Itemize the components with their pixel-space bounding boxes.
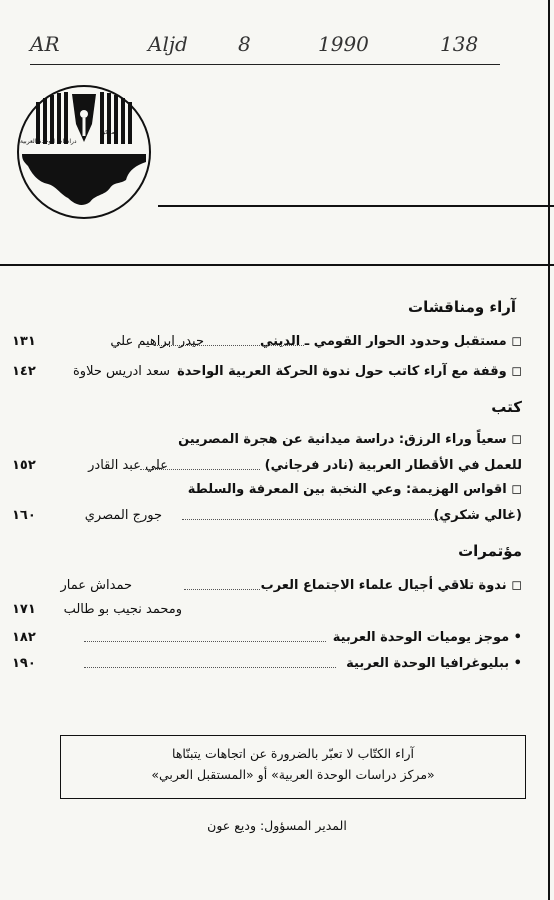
entry-author: سعد ادريس حلاوة <box>72 364 170 379</box>
entry-title: ◻ ندوة تلاقي أجيال علماء الاجتماع العرب <box>260 578 522 593</box>
entry-title: ◻ اقواس الهزيمة: وعي النخبة بين المعرفة والسلطة <box>187 482 522 497</box>
entry-author-second: ومحمد نجيب بو طالب <box>63 602 182 617</box>
center-logo <box>16 84 152 220</box>
entry-title: • ببليوغرافيا الوحدة العربية <box>346 656 522 671</box>
toc-entry[interactable] <box>12 334 522 354</box>
handwritten-note <box>30 30 500 65</box>
disclaimer-box <box>60 735 526 799</box>
rule-middle <box>0 264 554 266</box>
entry-title: ◻ وقفة مع آراء كاتب حول ندوة الحركة العربية الواحدة <box>177 364 522 379</box>
entry-title: • موجز يوميات الوحدة العربية <box>332 630 522 645</box>
entry-title-continued: (غالي شكري) <box>433 508 522 523</box>
handwritten-journal: Aljd <box>148 32 188 56</box>
leader-dots <box>184 589 260 590</box>
entry-author: حيدر ابراهيم علي <box>110 334 204 349</box>
leader-dots <box>182 519 442 520</box>
section-title-opinions: آراء ومناقشات <box>408 298 516 316</box>
toc-entry[interactable] <box>12 578 522 598</box>
logo-text-top: مركز <box>102 129 115 136</box>
rule-top <box>158 205 554 207</box>
entry-page: ١٤٢ <box>12 364 36 379</box>
toc-entry-continued <box>12 602 522 622</box>
entry-title: ◻ مستقبل وحدود الحوار القومي ـ الديني <box>260 334 522 349</box>
page-edge <box>548 0 550 900</box>
leader-dots <box>84 667 336 668</box>
toc-entry[interactable] <box>12 656 522 676</box>
entry-page: ١٧١ <box>12 602 36 617</box>
managing-director: المدير المسؤول: وديع عون <box>207 818 347 833</box>
entry-author: علي عبد القادر <box>88 458 168 473</box>
section-title-books: كتب <box>491 398 522 416</box>
entry-page: ١٨٢ <box>12 630 36 645</box>
handwritten-issue: 8 <box>238 32 251 56</box>
entry-title-continued: للعمل في الأقطار العربية (نادر فرجاني) <box>264 458 522 473</box>
section-title-conferences: مؤتمرات <box>458 542 522 560</box>
entry-author: جورج المصري <box>84 508 162 523</box>
logo-text-bottom: دراسات الوحدة العربية <box>20 138 77 145</box>
leader-dots <box>84 641 326 642</box>
disclaimer-line-1: آراء الكتّاب لا تعبّر بالضرورة عن اتجاهات يتبنّاها <box>172 746 414 761</box>
entry-title: ◻ سعياً وراء الرزق: دراسة ميدانية عن هجرة المصريين <box>178 432 522 447</box>
handwritten-page: 138 <box>440 32 479 56</box>
handwritten-year: 1990 <box>318 32 369 56</box>
disclaimer-line-2: «مركز دراسات الوحدة العربية» أو «المستقبل العربي» <box>151 767 435 782</box>
entry-page: ١٦٠ <box>12 508 36 523</box>
toc-entry[interactable] <box>12 508 522 528</box>
toc-entry[interactable] <box>12 364 522 384</box>
entry-page: ١٩٠ <box>12 656 36 671</box>
entry-page: ١٣١ <box>12 334 36 349</box>
handwritten-code: AR <box>30 32 60 56</box>
toc-entry[interactable] <box>12 630 522 650</box>
toc-entry[interactable] <box>12 458 522 478</box>
entry-page: ١٥٢ <box>12 458 36 473</box>
entry-author: حمداش عمار <box>60 578 132 593</box>
